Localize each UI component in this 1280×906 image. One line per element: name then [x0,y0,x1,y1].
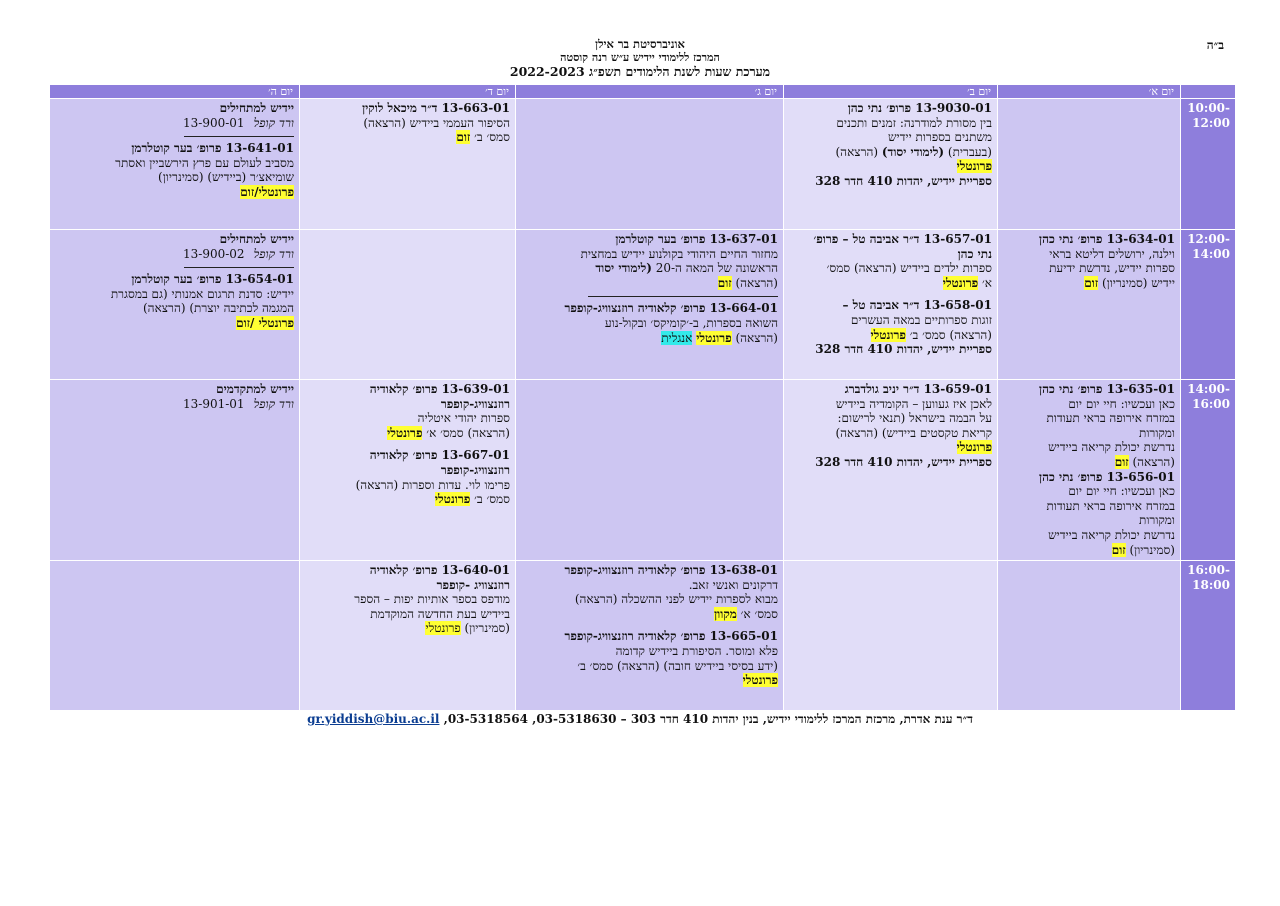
course-line: בין מסורת למודרנה: זמנים ותכנים [836,115,992,130]
course-title: 13-657-01 ד״ר אביבה טל – פרופ׳ [813,232,992,246]
document-header [300,37,980,79]
course-line-part: (לימודי יסוד) [881,144,945,159]
course-line-part: (הרצאה) סמס׳ א׳ [422,425,510,440]
cell-thu-slot3 [50,380,300,561]
course-title-cont: רוזנצוויג-קופפר [440,462,510,477]
course-title: יידיש למתחילים [219,101,294,115]
language-badge: אנגלית [661,330,693,345]
course-title-cont: רוזנצוויג-קופפר [440,396,510,411]
course-line: דרקונים ואנשי זאב. [688,577,778,592]
cell-sun-slot2 [998,230,1181,380]
cell-tue-slot4 [516,561,784,711]
course-line: כאן ועכשיו: חיי יום יום [1068,484,1175,499]
mode-badge: פרונטלי [870,327,906,342]
course-title: 13-656-01 פרופ׳ נתי כהן [1039,469,1175,484]
mode-badge: פרונטלי [742,673,778,688]
course-line: הסיפור העממי ביידיש (הרצאה) [363,115,510,130]
time-slot-3: 14:00-16:00 [1181,380,1236,561]
mode-badge: פרונטלי [942,275,979,290]
course-line: קריאת טקסטים ביידיש) (הרצאה) [835,425,992,440]
course-mode-line [55,185,294,200]
course-code: 13-900-01 [183,115,245,130]
course-location: ספריית יידיש, יהדות 410 חדר 328 [815,454,992,469]
course-line: לאכן איז געווען – הקומדיה ביידיש [835,396,992,411]
course-line: במזרח אירופה בראי תעודות [1046,498,1175,513]
course-line [789,328,992,343]
course-line: פלא ומוסר. הסיפורת ביידיש קדומה [615,643,778,658]
divider [184,267,294,268]
course-line [521,261,778,276]
course-location: ספריית יידיש, יהדות 410 חדר 328 [815,342,992,357]
cell-sun-slot3 [998,380,1181,561]
course-line: וילנה, ירושלים דליטא בראי [1049,246,1175,261]
course-title: 13-9030-01 פרופ׳ נתי כהן [847,101,992,115]
course-mode-line [521,673,778,688]
course-line [305,426,510,441]
cell-wed-slot2 [300,230,516,380]
spacer [305,440,510,448]
course-mode-line [789,440,992,455]
course-title: 13-635-01 פרופ׳ נתי כהן [1039,382,1175,396]
course-title: 13-640-01 פרופ׳ קלאודיה [369,563,510,577]
course-line: המגמה לכתיבה יוצרת) (הרצאה) [142,301,294,316]
course-line [521,331,778,346]
course-line: מסביב לעולם עם פרץ הירשביין ואסתר [115,155,294,170]
course-title: 13-634-01 פרופ׳ נתי כהן [1039,232,1175,246]
course-line: ומקורות [1139,425,1175,440]
schedule-title: מערכת שעות לשנת הלימודים תשפ״ג 2022-2023 [509,64,771,79]
mode-badge: פרונטלי [956,440,992,455]
cell-tue-slot1 [516,99,784,230]
course-line: פרימו לוי. עדות וספרות (הרצאה) [355,477,510,492]
time-slot-2: 12:00-14:00 [1181,230,1236,380]
divider [588,296,778,297]
slot-row-1 [50,99,1236,230]
mode-badge: פרונטלי/זום [240,184,294,199]
mode-badge: פרונטלי /זום [236,315,294,330]
course-line: נדרשת יכולת קריאה ביידיש [1048,527,1175,542]
course-line-part: (הרצאה) [731,330,778,345]
teacher-line [55,116,294,131]
slot-row-2 [50,230,1236,380]
course-line: על הבמה בישראל (תנאי לרישום: [837,411,992,426]
course-line-part: (לימודי יסוד [595,261,652,276]
cell-sun-slot4 [998,561,1181,711]
course-line: ספרות יהודי איטליה [417,411,510,426]
time-slot-4: 16:00-18:00 [1181,561,1236,711]
course-line: (ידע בסיסי ביידיש חובה) (הרצאה) סמס׳ ב׳ [577,658,778,673]
course-line [1003,276,1175,291]
course-line [521,607,778,622]
course-line-part: יידיש (סמינריון) [1098,275,1175,290]
time-column-header [1181,85,1236,99]
university-name: אוניברסיטת בר אילן [595,37,685,51]
course-line: במזרח אירופה בראי תעודות [1046,411,1175,426]
course-line-part: (הרצאה) סמס׳ ב׳ [905,327,992,342]
course-line [521,276,778,291]
course-code: 13-900-02 [183,246,245,261]
teacher-line [55,397,294,412]
course-line: נדרשת יכולת קריאה ביידיש [1048,440,1175,455]
course-line [305,621,510,636]
day-header-wednesday: יום ד׳ [300,85,516,99]
cell-tue-slot2 [516,230,784,380]
course-line-part: (סמינריון) [1125,542,1175,557]
course-title-cont: נתי כהן [957,246,992,261]
day-header-sunday: יום א׳ [998,85,1181,99]
mode-badge: זום [1114,454,1129,469]
day-header-thursday: יום ה׳ [50,85,300,99]
course-line-part: הראשונה של המאה ה-20 [651,261,778,276]
mode-badge: פרונטלי [956,159,992,174]
course-title-cont: רוזנצוויג -קופפר [436,577,510,592]
contact-email-link[interactable]: gr.yiddish@biu.ac.il [307,712,440,726]
teacher-name: ורד קופל [253,246,294,261]
course-title: 13-663-01 ד״ר מיכאל לוקין [362,101,510,115]
cell-thu-slot1 [50,99,300,230]
course-line: משתנים בספרות יידיש [888,130,992,145]
mode-badge: זום [456,130,471,145]
course-line-part: (הרצאה) [1128,454,1175,469]
course-line: זוגות ספרותיים במאה העשרים [850,312,992,327]
course-line-part: (הרצאה) [731,275,778,290]
teacher-name: ורד קופל [253,396,294,411]
cell-mon-slot2 [784,230,998,380]
cell-thu-slot4 [50,561,300,711]
course-line: שומיאצ׳ר (ביידיש) (סמינריון) [158,170,294,185]
course-line: מודפס בספר אותיות יפות – הספר [354,592,510,607]
cell-mon-slot4 [784,561,998,711]
mode-badge: פרונטלי [696,330,732,345]
course-line: מבוא לספרות יידיש לפני ההשכלה (הרצאה) [574,592,778,607]
course-line [789,145,992,160]
divider [184,136,294,137]
course-location: ספריית יידיש, יהדות 410 חדר 328 [815,173,992,188]
course-line [1003,455,1175,470]
cell-mon-slot3 [784,380,998,561]
course-line: כאן ועכשיו: חיי יום יום [1068,396,1175,411]
course-line: ספרות ילדים ביידיש (הרצאה) סמס׳ [826,261,992,276]
slot-row-3 [50,380,1236,561]
course-line: מחזור החיים היהודי בקולנוע יידיש במחצית [580,246,778,261]
course-title: 13-641-01 פרופ׳ בער קוטלרמן [131,141,294,156]
footer-text: ד״ר ענת אדרת, מרכזת המרכז ללימודי יידיש, בנין יהדות 410 חדר 303 – 03-5318630, 03-5318564, [439,712,973,726]
course-line [789,276,992,291]
course-line-part: (הרצאה) [835,144,882,159]
cell-wed-slot4 [300,561,516,711]
mode-badge: זום [717,275,732,290]
cell-sun-slot1 [998,99,1181,230]
course-line: השואה בספרות, ב-׳קומיקס׳ ובקול-נוע [604,315,778,330]
mode-badge: זום [1084,275,1099,290]
course-title: 13-667-01 פרופ׳ קלאודיה [369,448,510,463]
top-right-mark: ב״ה [1206,38,1224,52]
day-header-monday: יום ב׳ [784,85,998,99]
course-title: 13-638-01 פרופ׳ קלאודיה רוזנצוויג-קופפר [564,563,778,577]
cell-thu-slot2 [50,230,300,380]
schedule-table [49,84,1236,711]
cell-wed-slot1 [300,99,516,230]
course-line [305,492,510,507]
course-mode-line [55,316,294,331]
course-title: 13-639-01 פרופ׳ קלאודיה [369,382,510,396]
course-title: יידיש למתחילים [219,232,294,246]
spacer [521,621,778,629]
time-slot-1: 10:00-12:00 [1181,99,1236,230]
course-line-part: א׳ [978,275,992,290]
course-title: יידיש למתקדמים [216,382,294,396]
mode-badge: פרונטלי [387,425,423,440]
day-header-tuesday: יום ג׳ [516,85,784,99]
slot-row-4 [50,561,1236,711]
mode-badge: זום [1111,542,1126,557]
teacher-name: ורד קופל [253,115,294,130]
course-code: 13-901-01 [183,396,245,411]
mode-badge: פרונטלי [434,492,471,507]
course-mode-line [789,159,992,174]
course-line: ביידיש בעת החדשה המוקדמת [370,606,510,621]
teacher-line [55,247,294,262]
course-line-part: סמס׳ ב׳ [470,492,510,507]
spacer [789,290,992,298]
course-line-part: (סמינריון) [460,621,510,636]
course-title: 13-664-01 פרופ׳ קלאודיה רוזנצוויג-קופפר [564,301,778,316]
footer-contact [180,712,1100,727]
course-line-part: סמס׳ ב׳ [470,130,510,145]
course-title: 13-637-01 פרופ׳ בער קוטלרמן [615,232,778,246]
cell-mon-slot1 [784,99,998,230]
center-name: המרכז ללימודי יידיש ע״ש רנה קוסטה [560,51,720,64]
course-title: 13-654-01 פרופ׳ בער קוטלרמן [131,272,294,287]
course-title: 13-659-01 ד״ר יניב גולדברג [844,382,992,396]
cell-wed-slot3 [300,380,516,561]
mode-badge: מקוון [714,606,737,621]
course-line-part: (בעברית) [944,144,992,159]
course-line [1003,543,1175,558]
cell-tue-slot3 [516,380,784,561]
course-line [305,130,510,145]
course-line-part: סמס׳ א׳ [736,606,778,621]
course-line: ספרות יידיש, נדרשת ידיעת [1049,261,1175,276]
course-title: 13-665-01 פרופ׳ קלאודיה רוזנצוויג-קופפר [564,629,778,644]
course-line: יידיש: סדנת תרגום אמנותי (גם במסגרת [110,286,294,301]
mode-badge: פרונטלי [425,621,461,636]
days-header-row [50,85,1236,99]
course-title: 13-658-01 ד״ר אביבה טל – [842,298,992,313]
course-line: ומקורות [1139,513,1175,528]
